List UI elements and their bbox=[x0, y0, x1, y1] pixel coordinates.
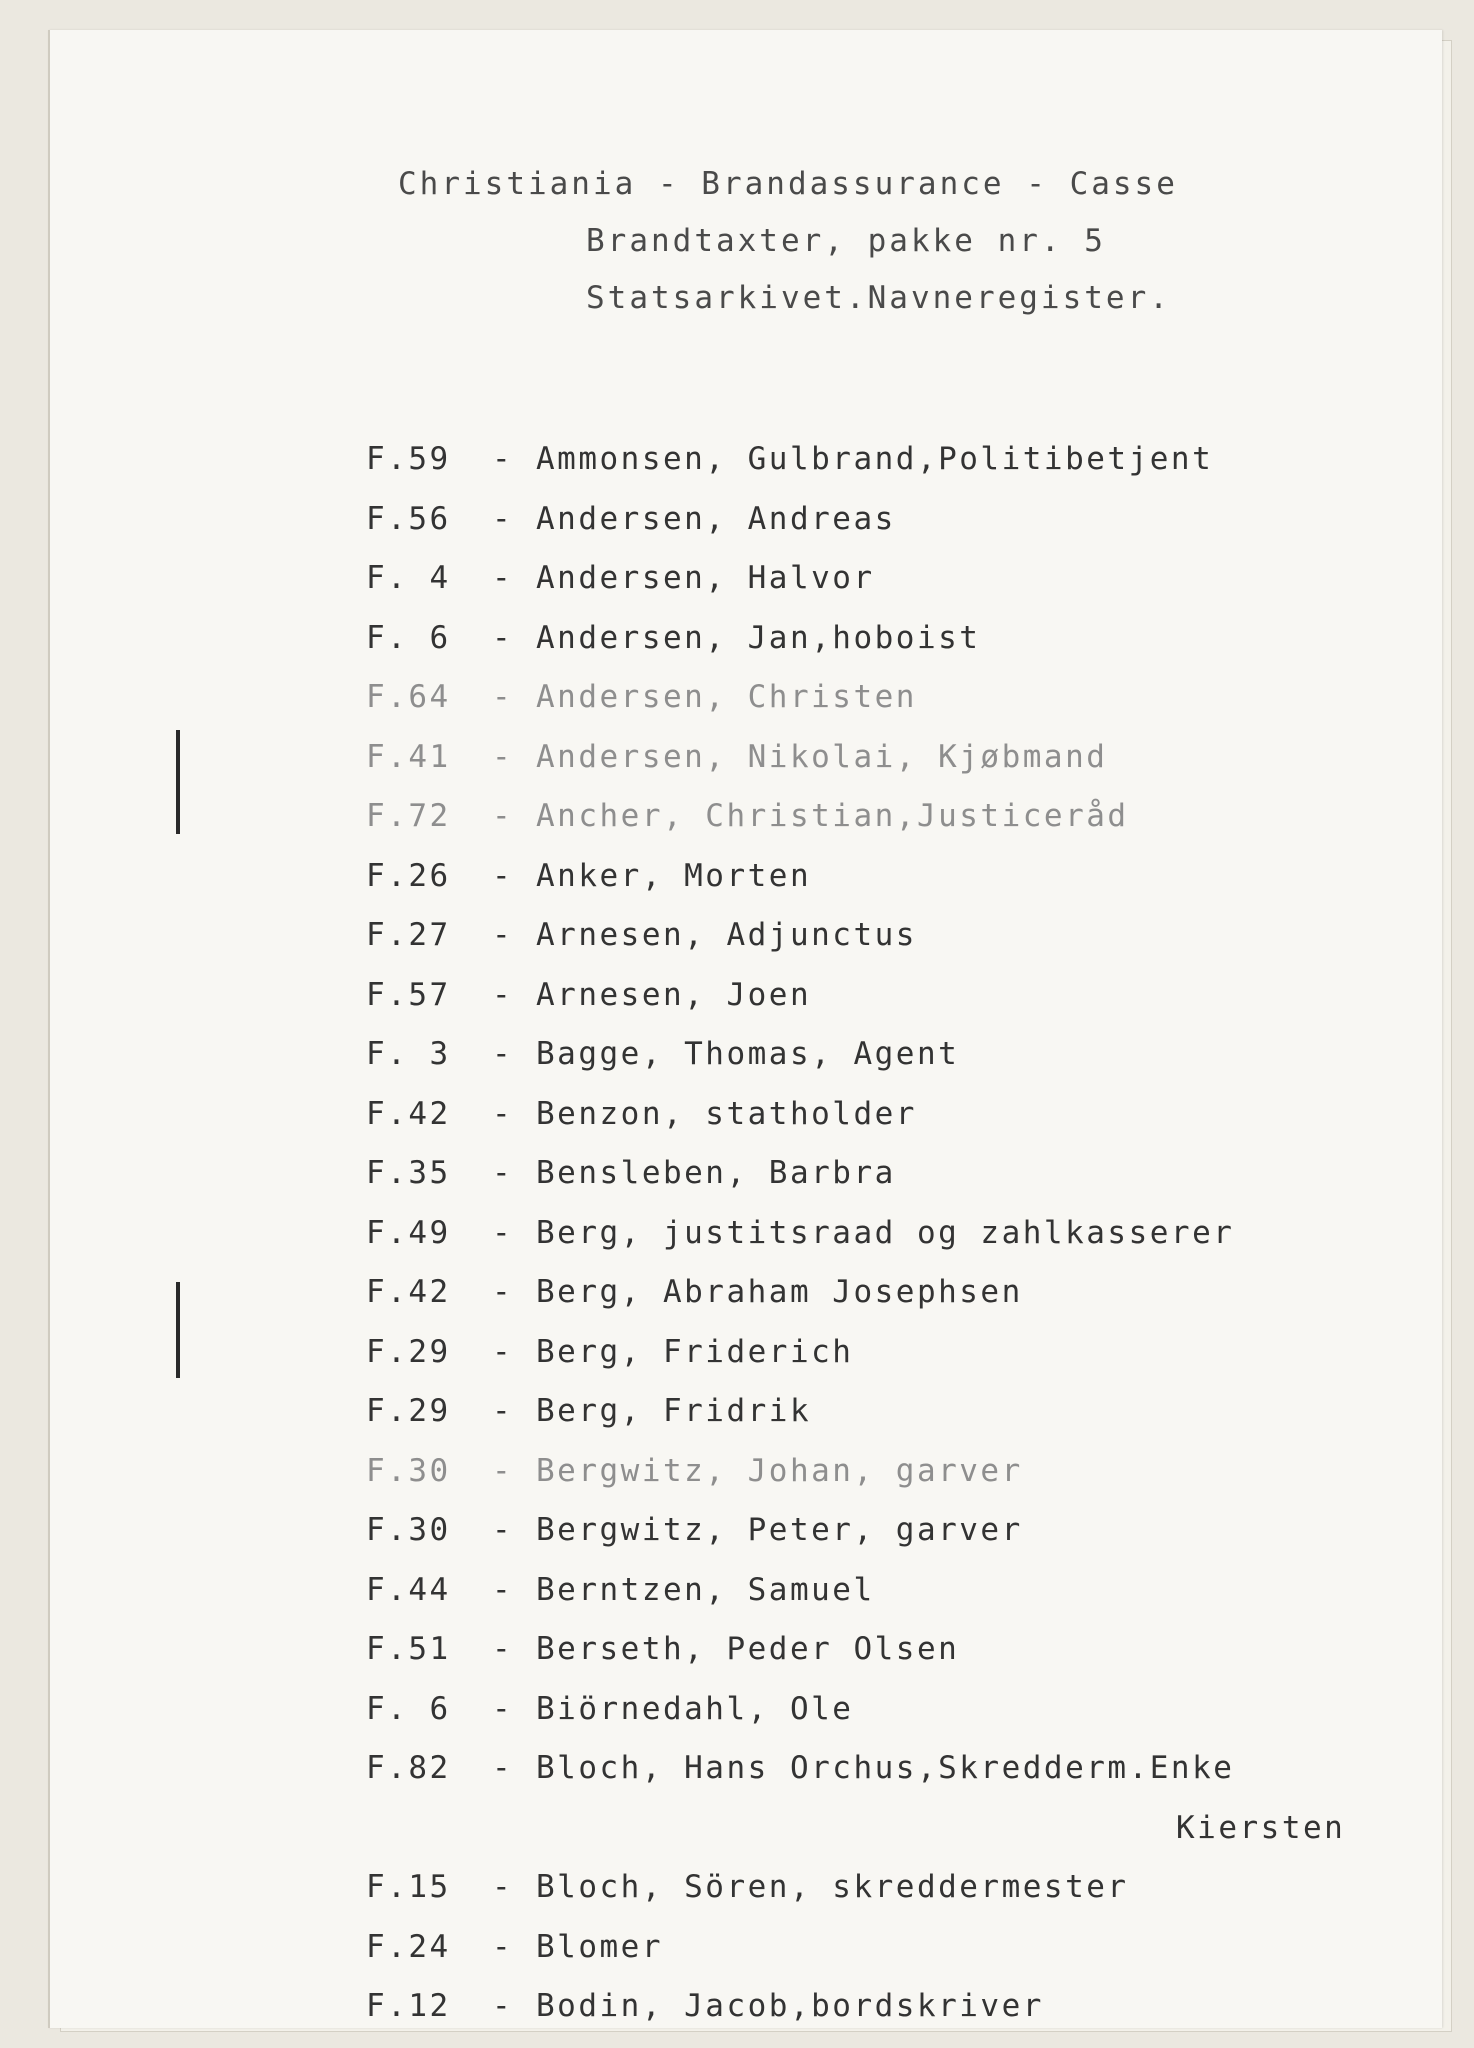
entry-dash: - bbox=[492, 738, 514, 775]
entry-folio: F.49 bbox=[366, 1214, 451, 1251]
entry-dash: - bbox=[492, 1631, 514, 1667]
entry-dash: - bbox=[492, 619, 514, 656]
entry-name: Bodin, Jacob,bordskriver bbox=[536, 1988, 1044, 2024]
register-entry bbox=[366, 966, 1406, 1026]
register-entry bbox=[366, 906, 1406, 966]
header-source: Statsarkivet.Navneregister. bbox=[586, 280, 1171, 316]
entry-dash: - bbox=[492, 1690, 514, 1727]
register-entry bbox=[366, 1144, 1406, 1204]
binding-mark-lower bbox=[176, 1282, 180, 1378]
entry-dash: - bbox=[492, 917, 514, 953]
entry-folio: F.42 bbox=[366, 1095, 451, 1132]
entry-dash: - bbox=[492, 679, 514, 715]
register-entry bbox=[366, 1323, 1406, 1383]
register-entry bbox=[366, 549, 1406, 609]
document-header bbox=[350, 156, 1330, 327]
entry-dash: - bbox=[492, 1571, 514, 1608]
entry-folio: F.57 bbox=[366, 976, 451, 1013]
register-entry bbox=[366, 1561, 1406, 1621]
register-entry bbox=[366, 1204, 1406, 1264]
register-entry bbox=[366, 1858, 1406, 1918]
entry-name: Berg, Friderich bbox=[536, 1333, 854, 1370]
binding-mark-upper bbox=[176, 730, 180, 834]
register-entry bbox=[366, 1977, 1406, 2037]
entry-name: Bagge, Thomas, Agent bbox=[536, 1036, 960, 1072]
register-entry bbox=[366, 1501, 1406, 1561]
register-entry bbox=[366, 1025, 1406, 1085]
entry-dash: - bbox=[492, 1036, 514, 1072]
register-entry bbox=[366, 1620, 1406, 1680]
entry-name: Biörnedahl, Ole bbox=[536, 1690, 854, 1727]
entry-folio: F.82 bbox=[366, 1750, 451, 1786]
entry-folio: F.12 bbox=[366, 1988, 451, 2024]
entry-name: Andersen, Christen bbox=[536, 679, 917, 715]
entry-name: Bloch, Hans Orchus,Skredderm.Enke bbox=[536, 1750, 1235, 1786]
entry-folio: F.44 bbox=[366, 1571, 451, 1608]
register-entry bbox=[366, 609, 1406, 669]
entry-folio: F.24 bbox=[366, 1928, 451, 1965]
entry-name: Ancher, Christian,Justiceråd bbox=[536, 798, 1129, 834]
register-entry bbox=[366, 847, 1406, 907]
entry-name: Blomer bbox=[536, 1928, 663, 1965]
entry-name: Bergwitz, Peter, garver bbox=[536, 1512, 1023, 1548]
entry-folio: F.26 bbox=[366, 857, 451, 894]
register-entry bbox=[366, 1739, 1406, 1799]
entry-folio: F. 6 bbox=[366, 1690, 451, 1727]
entry-name: Bloch, Sören, skreddermester bbox=[536, 1869, 1129, 1905]
entry-dash: - bbox=[492, 857, 514, 894]
entry-folio: F.27 bbox=[366, 917, 451, 953]
register-entry bbox=[366, 1382, 1406, 1442]
name-register-list bbox=[366, 430, 1406, 2037]
entry-folio: F.15 bbox=[366, 1869, 451, 1905]
entry-dash: - bbox=[492, 1393, 514, 1429]
entry-name: Bensleben, Barbra bbox=[536, 1155, 896, 1191]
register-entry bbox=[366, 1263, 1406, 1323]
entry-dash: - bbox=[492, 1333, 514, 1370]
register-entry bbox=[366, 490, 1406, 550]
register-entry-continuation bbox=[366, 1799, 1406, 1859]
register-entry bbox=[366, 728, 1406, 788]
entry-dash: - bbox=[492, 1095, 514, 1132]
entry-name: Ammonsen, Gulbrand,Politibetjent bbox=[536, 441, 1214, 477]
entry-folio: F.29 bbox=[366, 1333, 451, 1370]
entry-folio: F.72 bbox=[366, 798, 451, 834]
entry-dash: - bbox=[492, 1155, 514, 1191]
entry-folio: F.42 bbox=[366, 1274, 451, 1310]
entry-dash: - bbox=[492, 1750, 514, 1786]
document-page bbox=[48, 30, 1442, 2028]
entry-name: Berntzen, Samuel bbox=[536, 1571, 875, 1608]
entry-folio: F.59 bbox=[366, 441, 451, 477]
entry-folio: F.30 bbox=[366, 1452, 451, 1489]
entry-name: Andersen, Jan,hoboist bbox=[536, 619, 981, 656]
entry-folio: F. 4 bbox=[366, 560, 451, 596]
entry-folio: F.51 bbox=[366, 1631, 451, 1667]
entry-dash: - bbox=[492, 1452, 514, 1489]
entry-folio: F.29 bbox=[366, 1393, 451, 1429]
entry-name: Bergwitz, Johan, garver bbox=[536, 1452, 1023, 1489]
entry-name: Berseth, Peder Olsen bbox=[536, 1631, 960, 1667]
entry-name: Berg, Fridrik bbox=[536, 1393, 812, 1429]
entry-dash: - bbox=[492, 1869, 514, 1905]
entry-name: Berg, Abraham Josephsen bbox=[536, 1274, 1023, 1310]
entry-dash: - bbox=[492, 1928, 514, 1965]
entry-dash: - bbox=[492, 798, 514, 834]
register-entry bbox=[366, 1442, 1406, 1502]
entry-folio: F.30 bbox=[366, 1512, 451, 1548]
entry-folio: F. 3 bbox=[366, 1036, 451, 1072]
entry-dash: - bbox=[492, 560, 514, 596]
entry-dash: - bbox=[492, 1274, 514, 1310]
entry-dash: - bbox=[492, 1988, 514, 2024]
entry-name: Anker, Morten bbox=[536, 857, 812, 894]
register-entry bbox=[366, 1085, 1406, 1145]
register-entry bbox=[366, 668, 1406, 728]
entry-dash: - bbox=[492, 976, 514, 1013]
entry-name: Berg, justitsraad og zahlkasserer bbox=[536, 1214, 1235, 1251]
entry-folio: F.56 bbox=[366, 500, 451, 537]
register-entry bbox=[366, 1680, 1406, 1740]
entry-name: Andersen, Halvor bbox=[536, 560, 875, 596]
entry-name: Arnesen, Adjunctus bbox=[536, 917, 917, 953]
entry-dash: - bbox=[492, 441, 514, 477]
header-title: Christiania - Brandassurance - Casse bbox=[398, 166, 1178, 202]
entry-dash: - bbox=[492, 500, 514, 537]
register-entry bbox=[366, 787, 1406, 847]
header-subtitle: Brandtaxter, pakke nr. 5 bbox=[586, 223, 1106, 259]
entry-folio: F.41 bbox=[366, 738, 451, 775]
entry-name: Andersen, Andreas bbox=[536, 500, 896, 537]
register-entry bbox=[366, 1918, 1406, 1978]
entry-name: Arnesen, Joen bbox=[536, 976, 812, 1013]
entry-name: Andersen, Nikolai, Kjøbmand bbox=[536, 738, 1108, 775]
entry-name: Benzon, statholder bbox=[536, 1095, 917, 1132]
entry-dash: - bbox=[492, 1512, 514, 1548]
entry-folio: F. 6 bbox=[366, 619, 451, 656]
entry-folio: F.35 bbox=[366, 1155, 451, 1191]
entry-dash: - bbox=[492, 1214, 514, 1251]
entry-folio: F.64 bbox=[366, 679, 451, 715]
register-entry bbox=[366, 430, 1406, 490]
entry-name: Kiersten bbox=[1176, 1809, 1346, 1846]
